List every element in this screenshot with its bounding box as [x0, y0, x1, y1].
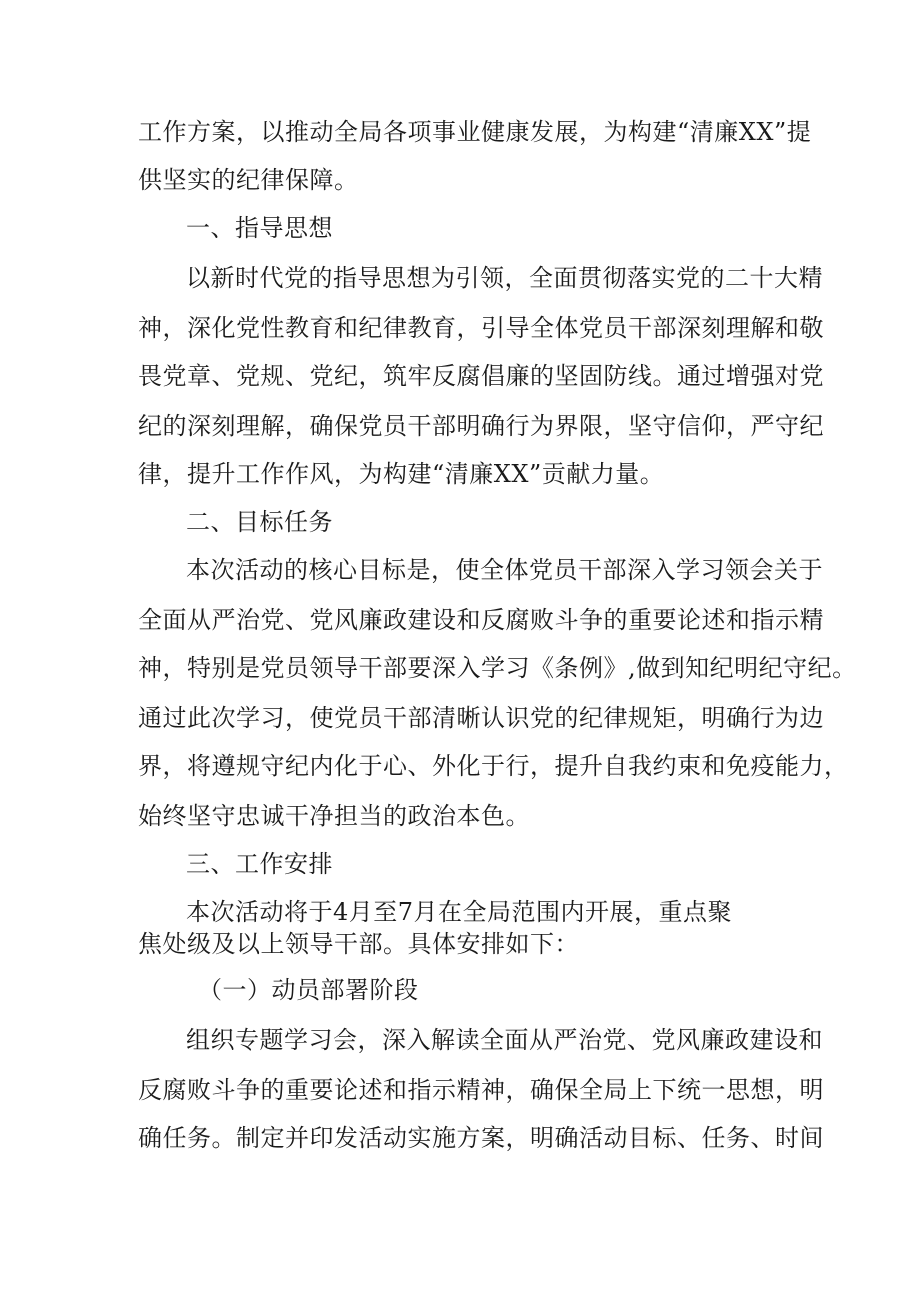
section-heading-goals-tasks: 二、目标任务 [186, 508, 333, 536]
body-text-line: 焦处级及以上领导干部。具体安排如下： [138, 930, 579, 958]
section-heading-guiding-ideology: 一、指导思想 [186, 214, 333, 242]
body-text-line: 律，提升工作作风，为构建“清廉XX”贡献力量。 [138, 460, 665, 488]
body-text-line: 界，将遵规守纪内化于心、外化于行，提升自我约束和免疫能力， [138, 752, 849, 780]
body-text-line: 畏党章、党规、党纪，筑牢反腐倡廉的坚固防线。通过增强对党 [138, 362, 824, 390]
body-text-line: 神，特别是党员领导干部要深入学习《条例》,做到知纪明纪守纪。 [138, 654, 857, 682]
body-text-line: 反腐败斗争的重要论述和指示精神，确保全局上下统一思想，明 [138, 1076, 824, 1104]
body-text-line: 神，深化党性教育和纪律教育，引导全体党员干部深刻理解和敬 [138, 314, 824, 342]
body-text-line: 确任务。制定并印发活动实施方案，明确活动目标、任务、时间 [138, 1124, 824, 1152]
body-text-line: 本次活动将于4月至7月在全局范围内开展，重点聚 [186, 898, 733, 926]
section-heading-work-arrangement: 三、工作安排 [186, 850, 333, 878]
body-text-line: 组织专题学习会，深入解读全面从严治党、党风廉政建设和 [186, 1026, 823, 1054]
body-text-line: 全面从严治党、党风廉政建设和反腐败斗争的重要论述和指示精 [138, 606, 824, 634]
body-text-line: 通过此次学习，使党员干部清晰认识党的纪律规矩，明确行为边 [138, 704, 824, 732]
body-text-line: 始终坚守忠诚干净担当的政治本色。 [138, 802, 530, 830]
body-text-line: 供坚实的纪律保障。 [138, 166, 359, 194]
body-text-line: 以新时代党的指导思想为引领，全面贯彻落实党的二十大精 [186, 264, 823, 292]
body-text-line: 本次活动的核心目标是，使全体党员干部深入学习领会关于 [186, 556, 823, 584]
body-text-line: 纪的深刻理解，确保党员干部明确行为界限，坚守信仰，严守纪 [138, 412, 824, 440]
body-text-line: 工作方案，以推动全局各项事业健康发展，为构建“清廉XX”提 [138, 118, 812, 146]
subsection-heading-mobilization: （一）动员部署阶段 [198, 976, 419, 1004]
